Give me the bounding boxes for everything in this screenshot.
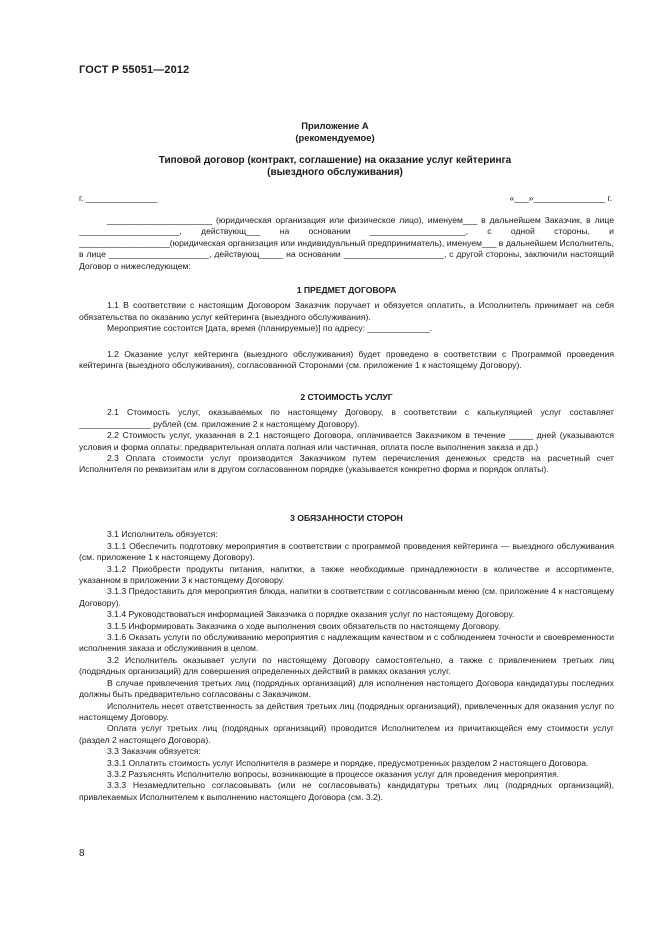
document-title xyxy=(70,155,600,179)
paragraph-3-2: 3.2 Исполнитель оказывает услуги по настоящему Договору самостоятельно, а также с привлечением третьих лиц (подрядных организаций) для совершения определенных действий в рамках оказания услуг. xyxy=(79,654,614,677)
paragraph-3-3-1: 3.3.1 Оплатить стоимость услуг Исполнителя в размере и порядке, предусмотренных разделом 2 настоящего Договора. xyxy=(107,757,589,768)
paragraph-3-1-3: 3.1.3 Предоставить для мероприятия блюда, напитки в соответствии с согласованным меню (см. приложение 4 к настоящему Договору). xyxy=(79,586,614,608)
section-3 xyxy=(79,513,614,803)
paragraph-payment-third-parties: Оплата услуг третьих лиц (подрядных организаций) проводится Исполнителем из причитающейся ему стоимости услуг (раздел 2 настоящего Договора). xyxy=(79,723,614,745)
appendix-title: Приложение А xyxy=(301,120,369,131)
section-1-title: 1 ПРЕДМЕТ ДОГОВОРА xyxy=(296,285,397,295)
section-1 xyxy=(79,285,614,371)
paragraph-event: Мероприятие состоится [дата, время (планируемые)] по адресу: _____________. xyxy=(107,323,432,334)
paragraph-3-3-3: 3.3.3 Незамедлительно согласовывать (или не согласовывать) кандидатуры третьих лиц (подрядных организаций), привлекаемых Исполнителем к выполнению настоящего Договора (см. 3.2). xyxy=(79,780,614,802)
section-2 xyxy=(79,392,614,476)
city-date-row xyxy=(79,193,614,203)
page-number: 8 xyxy=(79,848,85,859)
paragraph-2-1: 2.1 Стоимость услуг, оказываемых по настоящему Договору, в соответствии с калькуляцией услуг составляет _______________ рублей (см. приложение 2 к настоящему Договору). xyxy=(79,407,614,429)
paragraph-3-1-5: 3.1.5 Информировать Заказчика о ходе выполнения своих обязательств по настоящему Договору. xyxy=(107,620,501,631)
appendix-subtitle: (рекомендуемое) xyxy=(295,132,375,143)
paragraph-3-1-1: 3.1.1 Обеспечить подготовку мероприятия в соответствии с программой проведения кейтеринга — выездного обслуживания (см. приложение 1 к настоящему Договору). xyxy=(79,540,614,563)
paragraph-1-2: 1.2 Оказание услуг кейтеринга (выездного обслуживания) будет проведено в соответствии с Программой проведения кейтеринга (выездного обслуживания), согласованной Сторонами (см. приложение 1 к настоящему Договору). xyxy=(79,348,614,371)
paragraph-3-1-4: 3.1.4 Руководствоваться информацией Заказчика о порядке оказания услуг по настоящему Договору. xyxy=(107,609,515,620)
document-title-line1: Типовой договор (контракт, соглашение) на оказание услуг кейтеринга xyxy=(158,155,512,166)
section-3-title: 3 ОБЯЗАННОСТИ СТОРОН xyxy=(290,513,403,523)
preamble-paragraph: ______________________ (юридическая организация или физическое лицо), именуем___ в дальнейшем Заказчик, в лице _____________________, действующ___ на основании ____________________, с одной стороны, и ___________________(юридическая организация или индивидуальный предприниматель), именуем___ в дальнейшем Исполнитель, в лице _____________________, действующ_____ на основании _____________________, с другой стороны, заключили настоящий Договор о нижеследующем: xyxy=(79,215,614,271)
paragraph-2-2: 2.2 Стоимость услуг, указанная в 2.1 настоящего Договора, оплачивается Заказчиком в течение _____ дней (указываются условия и форма оплаты: предварительная оплата полная или частичная, оплата после выполнения заказа и др.) xyxy=(79,430,614,452)
document-title-line2: (выездного обслуживания) xyxy=(267,167,403,178)
section-2-title: 2 СТОИМОСТЬ УСЛУГ xyxy=(300,392,393,402)
paragraph-responsibility: Исполнитель несет ответственность за действия третьих лиц (подрядных организаций), привлеченных для оказания услуг по настоящему Договору. xyxy=(79,700,614,722)
appendix-heading xyxy=(70,120,600,144)
paragraph-2-3: 2.3 Оплата стоимости услуг производится Заказчиком путем перечисления денежных средств на расчетный счет Исполнителя по реквизитам или в другом согласованном порядке (указывается конкретно форма и порядок оплаты). xyxy=(79,453,614,475)
city-field: г. _______________ xyxy=(79,193,158,203)
paragraph-3-1-6: 3.1.6 Оказать услуги по обслуживанию мероприятия с надлежащим качеством и с соблюдением точности и своевременности исполнения заказа и обслуживания в целом. xyxy=(79,632,614,654)
paragraph-3-1-2: 3.1.2 Приобрести продукты питания, напитки, а также необходимые принадлежности в количестве и ассортименте, указанном в приложении 3 к настоящему Договору. xyxy=(79,563,614,586)
paragraph-3-3: 3.3 Заказчик обязуется: xyxy=(107,746,201,757)
paragraph-3-1: 3.1 Исполнитель обязуется: xyxy=(107,529,218,540)
preamble xyxy=(79,215,614,272)
date-field: «___»_______________ г. xyxy=(509,193,612,203)
paragraph-1-1: 1.1 В соответствии с настоящим Договором Заказчик поручает и обязуется оплатить, а Исполнитель принимает на себя обязательства по оказанию услуг кейтеринга (выездного обслуживания). xyxy=(79,300,614,322)
standard-header: ГОСТ Р 55051—2012 xyxy=(79,64,190,76)
paragraph-3-3-2: 3.3.2 Разъяснять Исполнителю вопросы, возникающие в процессе оказания услуг для проведения мероприятия. xyxy=(107,768,560,779)
paragraph-subcontractors: В случае привлечения третьих лиц (подрядных организаций) для исполнения настоящего Договора кандидатуры последних должны быть предварительно согласованы с Заказчиком. xyxy=(79,677,614,700)
